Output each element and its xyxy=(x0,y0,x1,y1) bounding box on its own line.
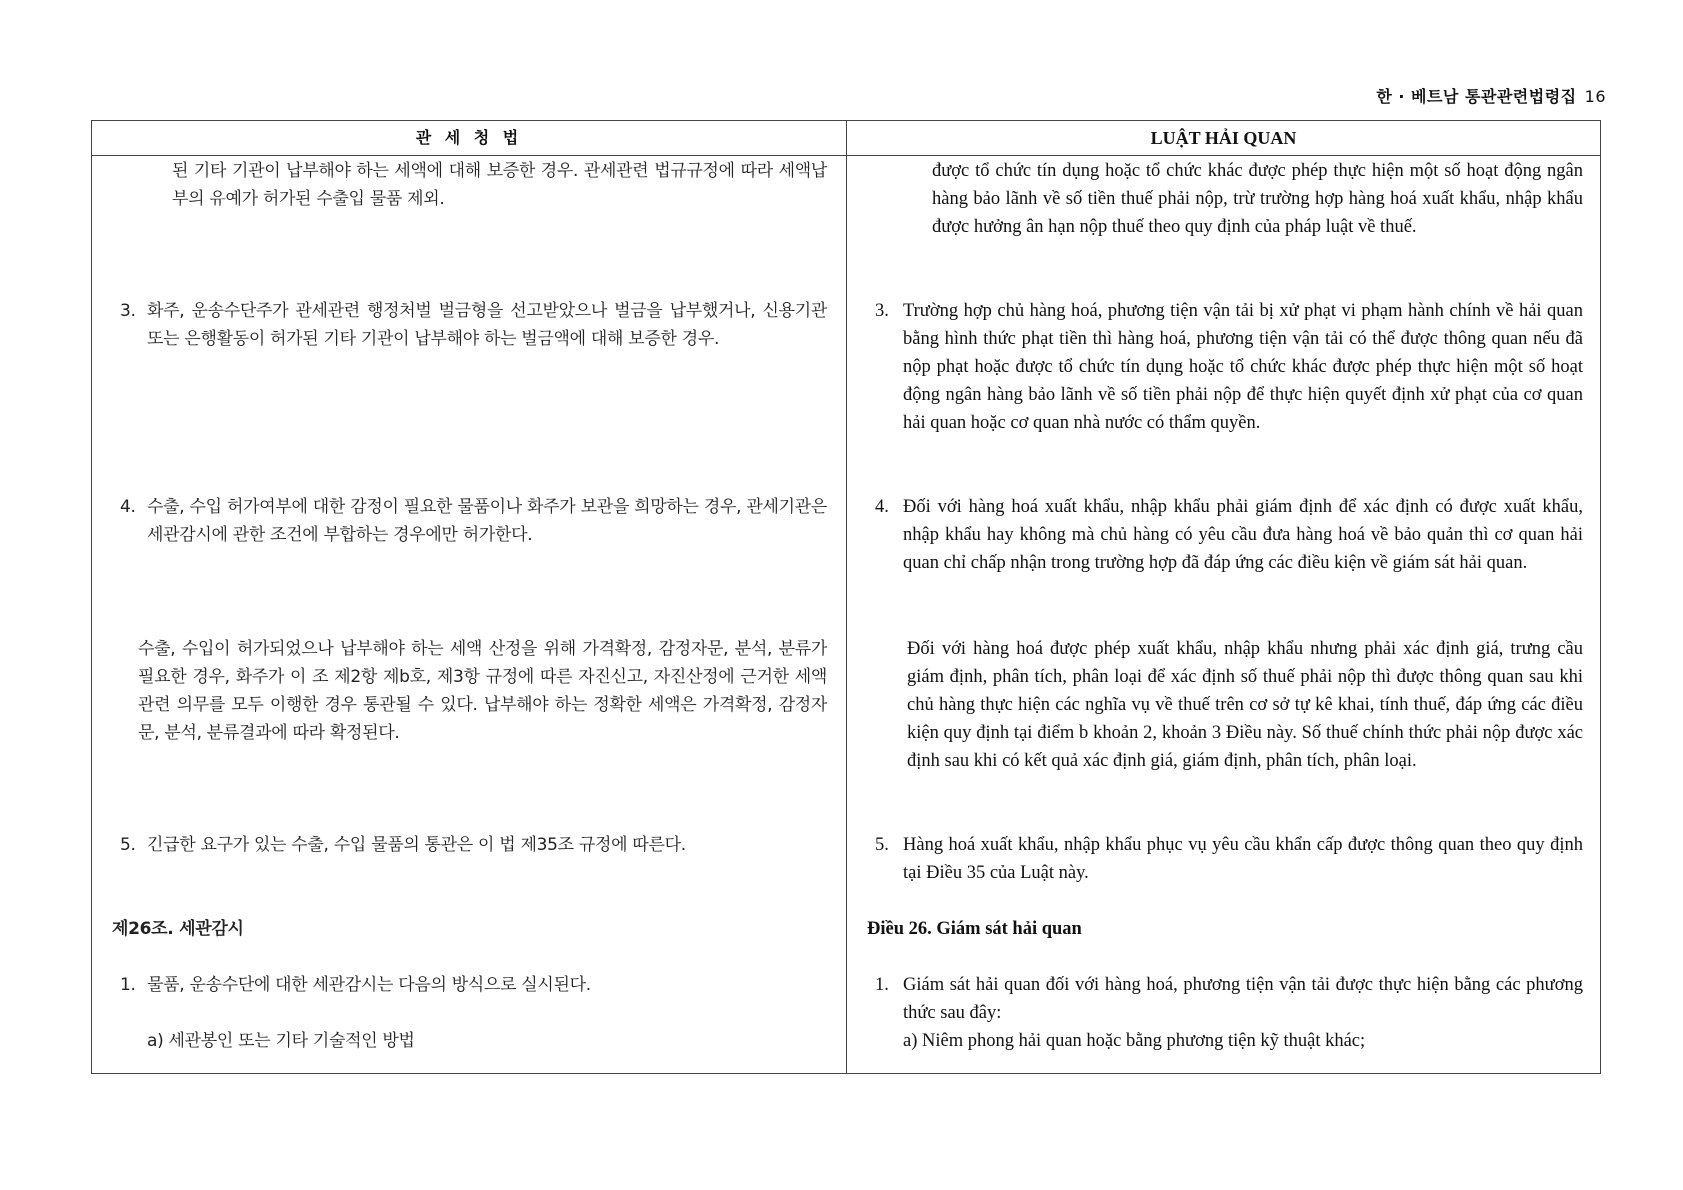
item-text: Trường hợp chủ hàng hoá, phương tiện vận tải bị xử phạt vi phạm hành chính về hải quan bằng hình thức phạt tiền thì hàng hoá, phương tiện vận tải có thể được thông quan nếu đã nộp phạt hoặc được tổ chức tín dụng hoặc tổ chức khác được phép thực hiện một số hoạt động ngân hàng bảo lãnh về số tiền phải nộp để thực hiện quyết định xử phạt của cơ quan hải quan hoặc cơ quan nhà nước có thẩm quyền. xyxy=(903,301,1583,433)
item-number: 5. xyxy=(120,835,136,855)
item-number: 4. xyxy=(875,497,889,517)
item-text: 물품, 운송수단에 대한 세관감시는 다음의 방식으로 실시된다. xyxy=(147,975,591,995)
vietnamese-article-heading: Điều 26. Giám sát hải quan xyxy=(867,919,1082,939)
book-title: 한 · 베트남 통관관련법령집 xyxy=(1376,87,1577,106)
korean-column-header: 관 세 청 법 xyxy=(415,128,523,147)
korean-paragraph: 수출, 수입이 허가되었으나 납부해야 하는 세액 산정을 위해 가격확정, 감정자문, 분석, 분류가 필요한 경우, 화주가 이 조 제2항 제b호, 제3항 규정에 따른 자진신고, 자진산정에 근거한 세액관련 의무를 모두 이행한 경우 통관될 수 있다. 납부해야 하는 정확한 세액은 가격확정, 감정자문, 분석, 분류결과에 따라 확정된다. xyxy=(138,639,827,743)
korean-paragraph: 된 기타 기관이 납부해야 하는 세액에 대해 보증한 경우. 관세관련 법규규정에 따라 세액납부의 유예가 허가된 수출입 물품 제외. xyxy=(172,161,827,209)
korean-item-4 xyxy=(120,493,827,549)
vietnamese-item-5 xyxy=(875,831,1583,887)
item-text: Đối với hàng hoá xuất khẩu, nhập khẩu phải giám định để xác định có được xuất khẩu, nhập khẩu hay không mà chủ hàng có yêu cầu đưa hàng hoá về bảo quản thì cơ quan hải quan chỉ chấp nhận trong trường hợp đã đáp ứng các điều kiện về giám sát hải quan. xyxy=(903,497,1583,573)
item-number: 1. xyxy=(120,975,136,995)
item-text: 화주, 운송수단주가 관세관련 행정처벌 벌금형을 선고받았으나 벌금을 납부했거나, 신용기관 또는 은행활동이 허가된 기타 기관이 납부해야 하는 벌금액에 대해 보증한 경우. xyxy=(147,301,827,349)
vietnamese-item-1 xyxy=(875,971,1583,1027)
item-number: 5. xyxy=(875,835,889,855)
vietnamese-column-header: LUẬT HẢI QUAN xyxy=(1150,128,1297,148)
korean-item-1 xyxy=(120,971,827,999)
korean-item-3 xyxy=(120,297,827,353)
korean-item-5 xyxy=(120,831,827,859)
item-number: 3. xyxy=(875,301,889,321)
item-number: 4. xyxy=(120,497,136,517)
vietnamese-item-4 xyxy=(875,493,1583,577)
item-text: Giám sát hải quan đối với hàng hoá, phương tiện vận tải được thực hiện bằng các phương thức sau đây: xyxy=(903,975,1583,1023)
vietnamese-paragraph: Đối với hàng hoá được phép xuất khẩu, nhập khẩu nhưng phải xác định giá, trưng cầu giám định, phân tích, phân loại để xác định số thuế phải nộp thì được thông quan sau khi chủ hàng thực hiện các nghĩa vụ về thuế trên cơ sở tự kê khai, tính thuế, đáp ứng các điều kiện quy định tại điểm b khoản 2, khoản 3 Điều này. Số thuế chính thức phải nộp được xác định sau khi có kết quả xác định giá, giám định, phân tích, phân loại. xyxy=(907,639,1583,771)
item-number: 1. xyxy=(875,975,889,995)
vietnamese-item-3 xyxy=(875,297,1583,437)
korean-sub-item-a: a) 세관봉인 또는 기타 기술적인 방법 xyxy=(147,1031,415,1051)
korean-article-heading: 제26조. 세관감시 xyxy=(112,919,244,939)
item-text: 긴급한 요구가 있는 수출, 수입 물품의 통관은 이 법 제35조 규정에 따른다. xyxy=(147,835,686,855)
page-header xyxy=(1376,84,1606,107)
page-number: 16 xyxy=(1584,87,1606,106)
item-text: 수출, 수입 허가여부에 대한 감정이 필요한 물품이나 화주가 보관을 희망하는 경우, 관세기관은 세관감시에 관한 조건에 부합하는 경우에만 허가한다. xyxy=(147,497,827,545)
item-text: Hàng hoá xuất khẩu, nhập khẩu phục vụ yêu cầu khẩn cấp được thông quan theo quy định tại Điều 35 của Luật này. xyxy=(903,835,1583,883)
vietnamese-sub-item-a: a) Niêm phong hải quan hoặc bằng phương tiện kỹ thuật khác; xyxy=(903,1031,1366,1051)
bilingual-table xyxy=(91,120,1601,1074)
column-divider xyxy=(846,121,847,1073)
item-number: 3. xyxy=(120,301,136,321)
vietnamese-paragraph: được tổ chức tín dụng hoặc tổ chức khác được phép thực hiện một số hoạt động ngân hàng bảo lãnh về số tiền thuế phải nộp, trừ trường hợp hàng hoá xuất khẩu, nhập khẩu được hưởng ân hạn nộp thuế theo quy định của pháp luật về thuế. xyxy=(932,161,1583,237)
